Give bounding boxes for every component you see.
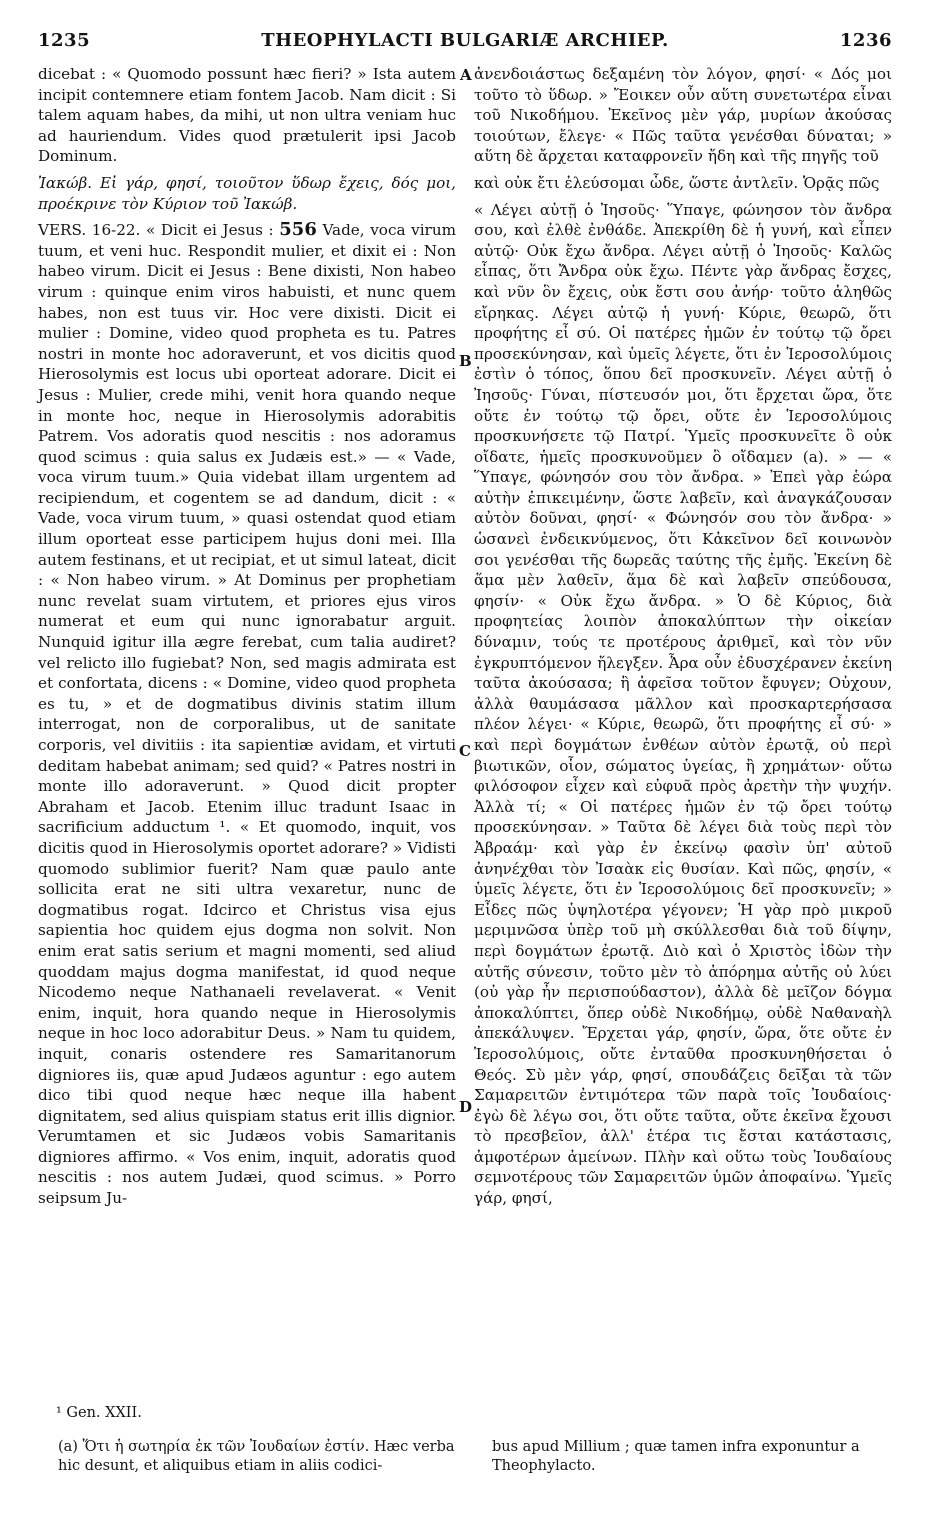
latin-paragraph-2-text: Vade, voca virum tuum, et veni huc. Respondit mulier, et dixit ei : Non habeo virum. Dicit ei Jesus : Bene dixisti, Non habeo virum : quinque enim viros habuisti, et nunc quem habes, non est tuus vir. Hoc vere dixisti. Dicit ei mulier : Domine, video quod propheta es tu. Patres nostri in monte hoc adoraverunt, et vos dicitis quod Hierosolymis est locus ubi oporteat adorare. Dicit ei Jesus : Mulier, crede mihi, venit hora quando neque in monte hoc, neque in Hierosolymis adorabitis Patrem. Vos adoratis quod nescitis : nos adoramus quod scimus : quia salus ex Judæis est.» — « Vade, voca virum tuum.» Quia videbat illam urgentem ad recipiendum, et cogentem se ad dandum, dicit : « Vade, voca virum tuum, » quasi ostendat quod etiam illum oporteat esse participem hujus doni mei. Illa autem festinans, et ut recipiat, et ut simul lateat, dicit : « Non habeo virum. » At Dominus per prophetiam nunc revelat suam virtutem, et priores ejus viros numerat et eum qui nunc ignorabatur arguit. Nunquid igitur illa ægre ferebat, cum talia audiret? vel relicto illo fugiebat? Non, sed magis admirata est et confortata, dicens : « Domine, video quod propheta es tu, » et de dogmatibus divinis statim illum interrogat, non de corporalibus, ut de sanitate corporis, vel divitiis : ita sapientiæ avidam, et virtuti deditam habebat animam; sed quid? « Patres nostri in monte illo adoraverunt. » Quod dicit propter Abraham et Jacob. Etenim illuc tradunt Isaac in sacrificium adductum ¹. « Et quomodo, inquit, vos dicitis quod in Hierosolymis oportet adorare? » Vidisti quomodo sublimior fuerit? Nam quæ paulo ante sollicita erat ne siti ultra vexaretur, nunc de dogmatibus rogat. Idcirco et Christus visa ejus sapientia hoc quidem ejus dogma non solvit. Non enim erat satis serium et magni momenti, sed aliud quoddam majus dogma manifestat, id quod neque Nicodemo neque Nathanaeli revelaverat. « Venit enim, inquit, hora quando neque in Hierosolymis neque in hoc loco adorabitur Deus. » Nam tu quidem, inquit, conaris ostendere res Samaritanorum digniores iis, quæ apud Judæos aguntur : ego autem dico tibi quod neque hæc neque illa habent dignitatem, sed alius quispiam status erit illis dignior. Verumtamen et sic Judæos vobis Samaritanis digniores affirmo. « Vos enim, inquit, adoratis quod nescitis : nos autem Judæi, quod scimus. » Porro seipsum Ju- [38, 221, 456, 1208]
greek-column [474, 64, 892, 1209]
greek-continuation: Ἰακώβ. Εἰ γάρ, φησί, τοιοῦτον ὕδωρ ἔχεις, δός μοι, προέκρινε τὸν Κύριον τοῦ Ἰακώβ. [38, 173, 456, 213]
margin-marker-d: D [459, 1098, 473, 1116]
running-header [38, 30, 892, 60]
greek-paragraph-2: « Λέγει αὐτῇ ὁ Ἰησοῦς· Ὕπαγε, φώνησον τὸν ἄνδρα σου, καὶ ἐλθὲ ἐνθάδε. Ἀπεκρίθη δὲ ἡ γυνή, καὶ εἶπεν αὐτῷ· Οὐκ ἔχω ἄνδρα. Λέγει αὐτῇ ὁ Ἰησοῦς· Καλῶς εἶπας, ὅτι Ἄνδρα οὐκ ἔχω. Πέντε γὰρ ἄνδρας ἔσχες, καὶ νῦν ὃν ἔχεις, οὐκ ἔστι σου ἀνήρ· τοῦτο ἀληθῶς εἴρηκας. Λέγει αὐτῷ ἡ γυνή· Κύριε, θεωρῶ, ὅτι προφήτης εἶ σύ. Οἱ πατέρες ἡμῶν ἐν τούτῳ τῷ ὄρει προσεκύνησαν, καὶ ὑμεῖς λέγετε, ὅτι ἐν Ἱεροσολύμοις ἐστὶν ὁ τόπος, ὅπου δεῖ προσκυνεῖν. Λέγει αὐτῇ ὁ Ἰησοῦς· Γύναι, πίστευσόν μοι, ὅτι ἔρχεται ὥρα, ὅτε οὔτε ἐν τούτῳ τῷ ὄρει, οὔτε ἐν Ἱεροσολύμοις προσκυνήσετε τῷ Πατρί. Ὑμεῖς προσκυνεῖτε ὃ οὐκ οἴδατε, ἡμεῖς προσκυνοῦμεν ὃ οἴδαμεν (a). » — « Ὕπαγε, φώνησόν σου τὸν ἄνδρα. » Ἐπεὶ γὰρ ἑώρα αὐτὴν ἐπικειμένην, ὥστε λαβεῖν, καὶ ἀναγκάζουσαν αὐτὸν δοῦναι, φησί· « Φώνησόν σου τὸν ἄνδρα· » ὡσανεὶ ἐνδεικνύμενος, ὅτι Κἀκεῖνον δεῖ κοινωνὸν σοι γενέσθαι τῆς δωρεᾶς ταύτης τῆς ἐμῆς. Ἐκείνη δὲ ἅμα μὲν λαθεῖν, ἅμα δὲ καὶ λαβεῖν σπεύδουσα, φησίν· « Οὐκ ἔχω ἄνδρα. » Ὁ δὲ Κύριος, διὰ προφητείας λοιπὸν ἀποκαλύπτων τὴν οἰκείαν δύναμιν, τούς τε προτέρους ἀριθμεῖ, καὶ τὸν νῦν ἐγκρυπτόμενον ἤλεγξεν. Ἆρα οὖν ἐδυσχέρανεν ἐκείνη ταῦτα ἀκούσασα; ἢ ἀφεῖσα τοῦτον ἔφυγεν; Οὐχουν, ἀλλὰ θαυμάσασα μᾶλλον καὶ προσκαρτερήσασα πλέον λέγει· « Κύριε, θεωρῶ, ὅτι προφήτης εἶ σύ· » καὶ περὶ δογμάτων ἐνθέων αὐτὸν ἐρωτᾷ, οὐ περὶ βιωτικῶν, οἷον, σώματος ὑγείας, ἢ χρημάτων· οὕτω φιλόσοφον εἶχεν καὶ εὐφυᾶ πρὸς ἀρετὴν τὴν ψυχήν. Ἀλλὰ τί; « Οἱ πατέρες ἡμῶν ἐν τῷ ὄρει τούτῳ προσεκύνησαν. » Ταῦτα δὲ λέγει διὰ τοὺς περὶ τὸν Ἀβραάμ· καὶ γὰρ ἐν ἐκείνῳ φασὶν ὑπ' αὐτοῦ ἀνηνέχθαι τὸν Ἰσαὰκ εἰς θυσίαν. Καὶ πῶς, φησίν, « ὑμεῖς λέγετε, ὅτι ἐν Ἱεροσολύμοις δεῖ προσκυνεῖν; » Εἶδες πῶς ὑψηλοτέρα γέγονεν; Ἡ γὰρ πρὸ μικροῦ μεριμνῶσα ὑπὲρ τοῦ μὴ σκύλλεσθαι διὰ τοῦ δίψην, περὶ δογμάτων ἐρωτᾷ. Διὸ καὶ ὁ Χριστὸς ἰδὼν τὴν αὐτῆς σύνεσιν, τοῦτο μὲν τὸ ἀπόρημα αὐτῆς οὐ λύει (οὐ γὰρ ἦν περισπούδαστον), ἀλλὰ δὲ μεῖζον δόγμα ἀποκαλύπτει, ὅπερ οὐδὲ Νικοδήμῳ, οὐδὲ Ναθαναὴλ ἀπεκάλυψεν. Ἔρχεται γάρ, φησίν, ὥρα, ὅτε οὔτε ἐν Ἱεροσολύμοις, οὔτε ἐνταῦθα προσκυνηθήσεται ὁ Θεός. Σὺ μὲν γάρ, φησί, σπουδάζεις δεῖξαι τὰ τῶν Σαμαρειτῶν ἐντιμότερα τῶν παρὰ τοῖς Ἰουδαίοις· ἐγὼ δὲ λέγω σοι, ὅτι οὔτε ταῦτα, οὔτε ἐκεῖνα ἔχουσι τὸ πρεσβεῖον, ἀλλ' ἑτέρα τις ἔσται κατάστασις, ἀμφοτέρων ἀμείνων. Πλὴν καὶ οὕτω τοὺς Ἰουδαίους σεμνοτέρους τῶν Σαμαρειτῶν ὑμῶν ἀποφαίνω. Ὑμεῖς γάρ, φησί, [474, 200, 892, 1208]
latin-paragraph-1: dicebat : « Quomodo possunt hæc fieri? » Ista autem incipit contemnere etiam fontem Jacob. Nam dicit : Si talem aquam habes, da mihi, ut non ultra veniam huc ad hauriendum. Vides quod prætulerit ipsi Jacob Dominum. [38, 65, 456, 166]
critical-note-left: (a) Ὅτι ἡ σωτηρία ἐκ τῶν Ἰουδαίων ἐστίν. Hæc verba hic desunt, et aliquibus etiam in aliis codici- [58, 1439, 455, 1474]
greek-paragraph-1: ἀνενδοιάστως δεξαμένη τὸν λόγον, φησί· « Δός μοι τοῦτο τὸ ὕδωρ. » Ἔοικεν οὖν αὕτη συνετωτέρα εἶναι τοῦ Νικοδήμου. Ἐκεῖνος μὲν γάρ, μυρίων ἀκούσας τοιούτων, ἔλεγε· « Πῶς ταῦτα γενέσθαι δύναται; » αὕτη δὲ ἄρχεται καταφρονεῖν ἤδη καὶ τῆς πηγῆς τοῦ [474, 65, 892, 166]
latin-paragraph-2 [38, 220, 456, 1209]
verse-intro: « Dicit ei Jesus : [146, 221, 274, 240]
latin-column [38, 64, 456, 1209]
margin-marker-a: A [460, 66, 472, 84]
greek-paragraph-1b: καὶ οὐκ ἔτι ἐλεύσομαι ὧδε, ὥστε ἀντλεῖν. Ὁρᾷς πῶς [474, 173, 880, 192]
margin-marker-c: C [459, 742, 471, 760]
verse-label: VERS. 16-22. [38, 221, 141, 240]
critical-note-right: bus apud Millium ; quæ tamen infra exponuntur a Theophylacto. [492, 1439, 860, 1474]
page-number-left: 1235 [38, 30, 91, 51]
margin-marker-b: B [459, 352, 472, 370]
footnote: ¹ Gen. XXII. [56, 1405, 142, 1421]
page-number-right: 1236 [839, 30, 892, 51]
running-title: THEOPHYLACTI BULGARIÆ ARCHIEP. [261, 30, 669, 51]
migne-column-number: 556 [279, 219, 317, 241]
